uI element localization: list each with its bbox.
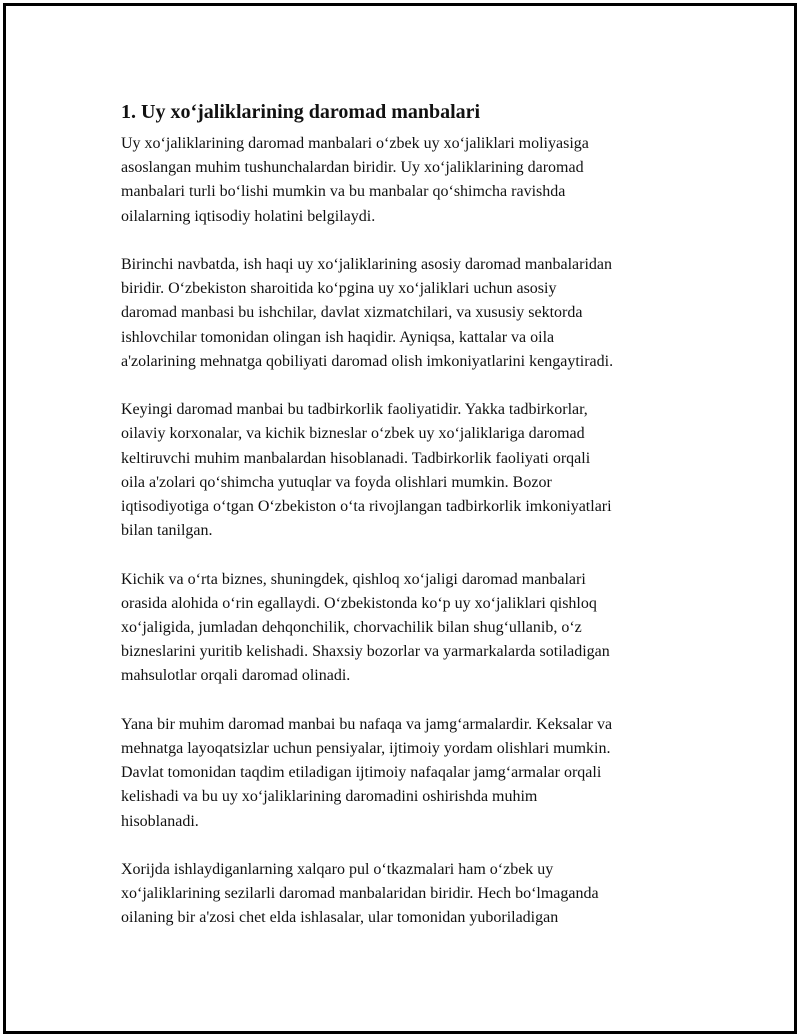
- paragraph: [121, 253, 711, 374]
- text-line: daromad manbasi bu ishchilar, davlat xizmatchilari, va xususiy sektorda: [121, 304, 583, 322]
- text-line: xo‘jaliklarining sezilarli daromad manbalaridan biridir. Hech bo‘lmaganda: [121, 885, 599, 903]
- text-line: Davlat tomonidan taqdim etiladigan ijtimoiy nafaqalar jamg‘armalar orqali: [121, 764, 602, 782]
- section-heading: 1. Uy xo‘jaliklarining daromad manbalari: [121, 101, 481, 123]
- text-line: oila a'zolari qo‘shimcha yutuqlar va foyda olishlari mumkin. Bozor: [121, 473, 552, 491]
- text-line: iqtisodiyotiga o‘tgan O‘zbekiston o‘ta rivojlangan tadbirkorlik imkoniyatlari: [121, 498, 612, 516]
- paragraph: [121, 132, 711, 229]
- text-line: a'zolarining mehnatga qobiliyati daromad olish imkoniyatlarini kengaytiradi.: [121, 352, 614, 370]
- text-line: asoslangan muhim tushunchalardan biridir. Uy xo‘jaliklarining daromad: [121, 159, 584, 177]
- text-line: ishlovchilar tomonidan olingan ish haqidir. Ayniqsa, kattalar va oila: [121, 328, 555, 346]
- paragraph: [121, 858, 711, 931]
- text-line: orasida alohida o‘rin egallaydi. O‘zbekistonda ko‘p uy xo‘jaliklari qishloq: [121, 594, 597, 612]
- text-line: Kichik va o‘rta biznes, shuningdek, qishloq xo‘jaligi daromad manbalari: [121, 570, 586, 588]
- text-line: bilan tanilgan.: [121, 522, 213, 540]
- page-frame: [3, 3, 797, 1034]
- text-line: Keyingi daromad manbai bu tadbirkorlik faoliyatidir. Yakka tadbirkorlar,: [121, 401, 588, 419]
- paragraph: [121, 568, 711, 689]
- text-line: Yana bir muhim daromad manbai bu nafaqa va jamg‘armalardir. Keksalar va: [121, 715, 613, 733]
- text-line: kelishadi va bu uy xo‘jaliklarining daromadini oshirishda muhim: [121, 788, 538, 806]
- text-line: oilalarning iqtisodiy holatini belgilaydi.: [121, 207, 376, 225]
- document-body: [121, 98, 711, 955]
- text-line: Xorijda ishlaydiganlarning xalqaro pul o‘tkazmalari ham o‘zbek uy: [121, 861, 554, 879]
- text-line: hisoblanadi.: [121, 812, 199, 830]
- text-line: oilaviy korxonalar, va kichik bizneslar o‘zbek uy xo‘jaliklariga daromad: [121, 425, 585, 443]
- paragraph: [121, 398, 711, 543]
- text-line: oilaning bir a'zosi chet elda ishlasalar, ular tomonidan yuboriladigan: [121, 909, 559, 927]
- text-line: mehnatga layoqatsizlar uchun pensiyalar, ijtimoiy yordam olishlari mumkin.: [121, 740, 611, 758]
- paragraph: [121, 713, 711, 834]
- text-line: manbalari turli bo‘lishi mumkin va bu manbalar qo‘shimcha ravishda: [121, 183, 566, 201]
- text-line: Birinchi navbatda, ish haqi uy xo‘jaliklarining asosiy daromad manbalaridan: [121, 256, 612, 273]
- text-line: Uy xo‘jaliklarining daromad manbalari o‘zbek uy xo‘jaliklari moliyasiga: [121, 135, 589, 152]
- text-line: bizneslarini yuritib kelishadi. Shaxsiy bozorlar va yarmarkalarda sotiladigan: [121, 643, 610, 661]
- text-line: xo‘jaligida, jumladan dehqonchilik, chorvachilik bilan shug‘ullanib, o‘z: [121, 619, 582, 637]
- text-line: mahsulotlar orqali daromad olinadi.: [121, 667, 351, 685]
- text-line: keltiruvchi muhim manbalardan hisoblanadi. Tadbirkorlik faoliyati orqali: [121, 449, 591, 467]
- text-line: biridir. O‘zbekiston sharoitida ko‘pgina uy xo‘jaliklari uchun asosiy: [121, 280, 557, 298]
